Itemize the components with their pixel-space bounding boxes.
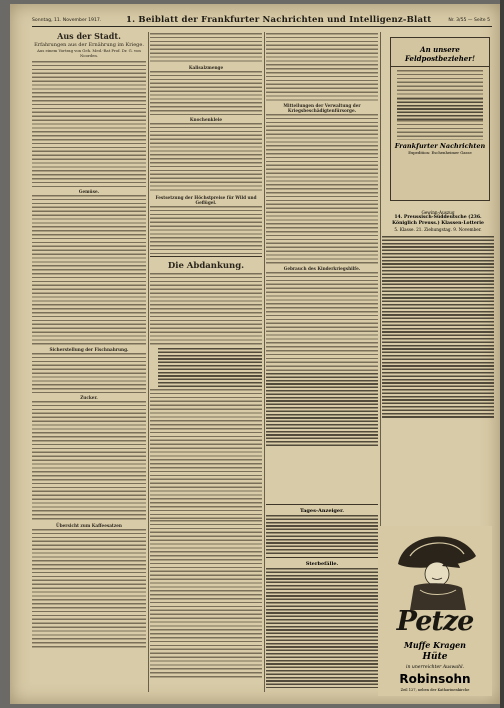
indented-text-block [158, 348, 262, 388]
store-name: Robinsohn [399, 672, 471, 686]
section-heading: Mitteilungen der Verwaltung der Kriegsbeschädigtenfürsorge. [283, 103, 361, 113]
article-text-block [32, 61, 146, 187]
section-heading: Gebrauch des Kinderkriegshilfe. [283, 266, 361, 271]
article-text-block [266, 33, 378, 101]
column-rule [148, 32, 149, 692]
page-edge-shadow [500, 0, 504, 708]
lottery-heading: Gewinn-Auszug [421, 210, 455, 215]
page-number: Nr. 3/55 — Seite 5 [448, 18, 490, 23]
article-text-block [266, 114, 378, 264]
article-text-block [150, 520, 262, 680]
article-text-block [32, 529, 146, 649]
ad-products-line: Muffe Kragen [403, 640, 466, 650]
ad-tagline: in unerreichter Auswahl. [405, 665, 465, 670]
lottery-number-table [382, 236, 494, 418]
article-text-block [150, 123, 262, 193]
article-text-block [150, 273, 262, 347]
issue-date: Sonntag, 11. November 1917. [32, 18, 102, 23]
feldpost-advertisement [390, 37, 490, 201]
section-heading: Übersicht zum Kaffeesatzen [56, 523, 122, 529]
article-text-block [150, 71, 262, 115]
listing-text-block [266, 568, 378, 688]
ad-text-block [397, 120, 483, 140]
article-text-block [32, 195, 146, 345]
column-2 [150, 32, 262, 692]
ad-text-block [397, 70, 483, 98]
article-text-block [32, 401, 146, 521]
article-author: Aus einem Vortrag von Geh. Med.-Rat Prof. Dr. G. von Noorden. [37, 48, 141, 58]
newspaper-page [10, 4, 500, 704]
price-table [397, 98, 483, 120]
newspaper-title: 1. Beiblatt der Frankfurter Nachrichten und Intelligenz-Blatt [126, 15, 432, 25]
ad-products-hats: Hüte [422, 652, 448, 662]
lottery-draw-info: 5. Klasse. 21. Ziehungstag. 9. November. [394, 227, 482, 232]
section-divider [150, 256, 262, 257]
column-1 [32, 32, 146, 692]
article-headline: Aus der Stadt. [57, 32, 121, 41]
page-header [32, 14, 492, 27]
lottery-title: 14. Preussisch-Süddeutsche (236. Königlich Preuss.) Klassen-Lotterie [392, 215, 484, 226]
section-heading: Gemüse. [78, 189, 100, 195]
section-heading: Zucker. [80, 395, 98, 401]
article-text-block [150, 33, 262, 63]
article-text-block [150, 389, 262, 519]
woman-with-hat-illustration [390, 526, 480, 610]
tages-anzeiger-heading: Tages-Anzeiger. [299, 508, 345, 514]
notices-box [266, 502, 378, 689]
lottery-results [382, 210, 494, 419]
article-text-block [266, 272, 378, 372]
article-headline-abdankung: Die Abdankung. [167, 261, 245, 271]
section-divider [266, 504, 378, 505]
feldpost-headline: An unsere Feldpostbezieher! [391, 42, 489, 67]
section-heading: Kalisalzmenge [188, 65, 224, 70]
section-divider [266, 557, 378, 558]
petze-advertisement [378, 526, 492, 696]
section-heading: Knochenkleie [189, 117, 223, 122]
sterbefaelle-heading: Sterbefälle. [305, 561, 339, 567]
article-text-block [32, 353, 146, 393]
section-heading: Sicherstellung der Fischnahrung. [49, 347, 129, 353]
column-rule [264, 32, 265, 692]
article-text-block [150, 206, 262, 254]
publisher-address: Expedition: Eschenheimer Gasse [408, 150, 472, 155]
notice-heading: Festsetzung der Höchstpreise für Wild und Geflügel. [155, 195, 257, 205]
article-subheadline: Erfahrungen aus der Ernährung im Kriege. [34, 42, 144, 48]
publisher-name: Frankfurter Nachrichten [394, 142, 486, 150]
store-address: Zeil 127, neben der Katharinenkirche [400, 688, 470, 692]
brand-name: Petze [396, 606, 474, 637]
listing-text-block [266, 515, 378, 555]
dense-listing-block [266, 373, 378, 447]
